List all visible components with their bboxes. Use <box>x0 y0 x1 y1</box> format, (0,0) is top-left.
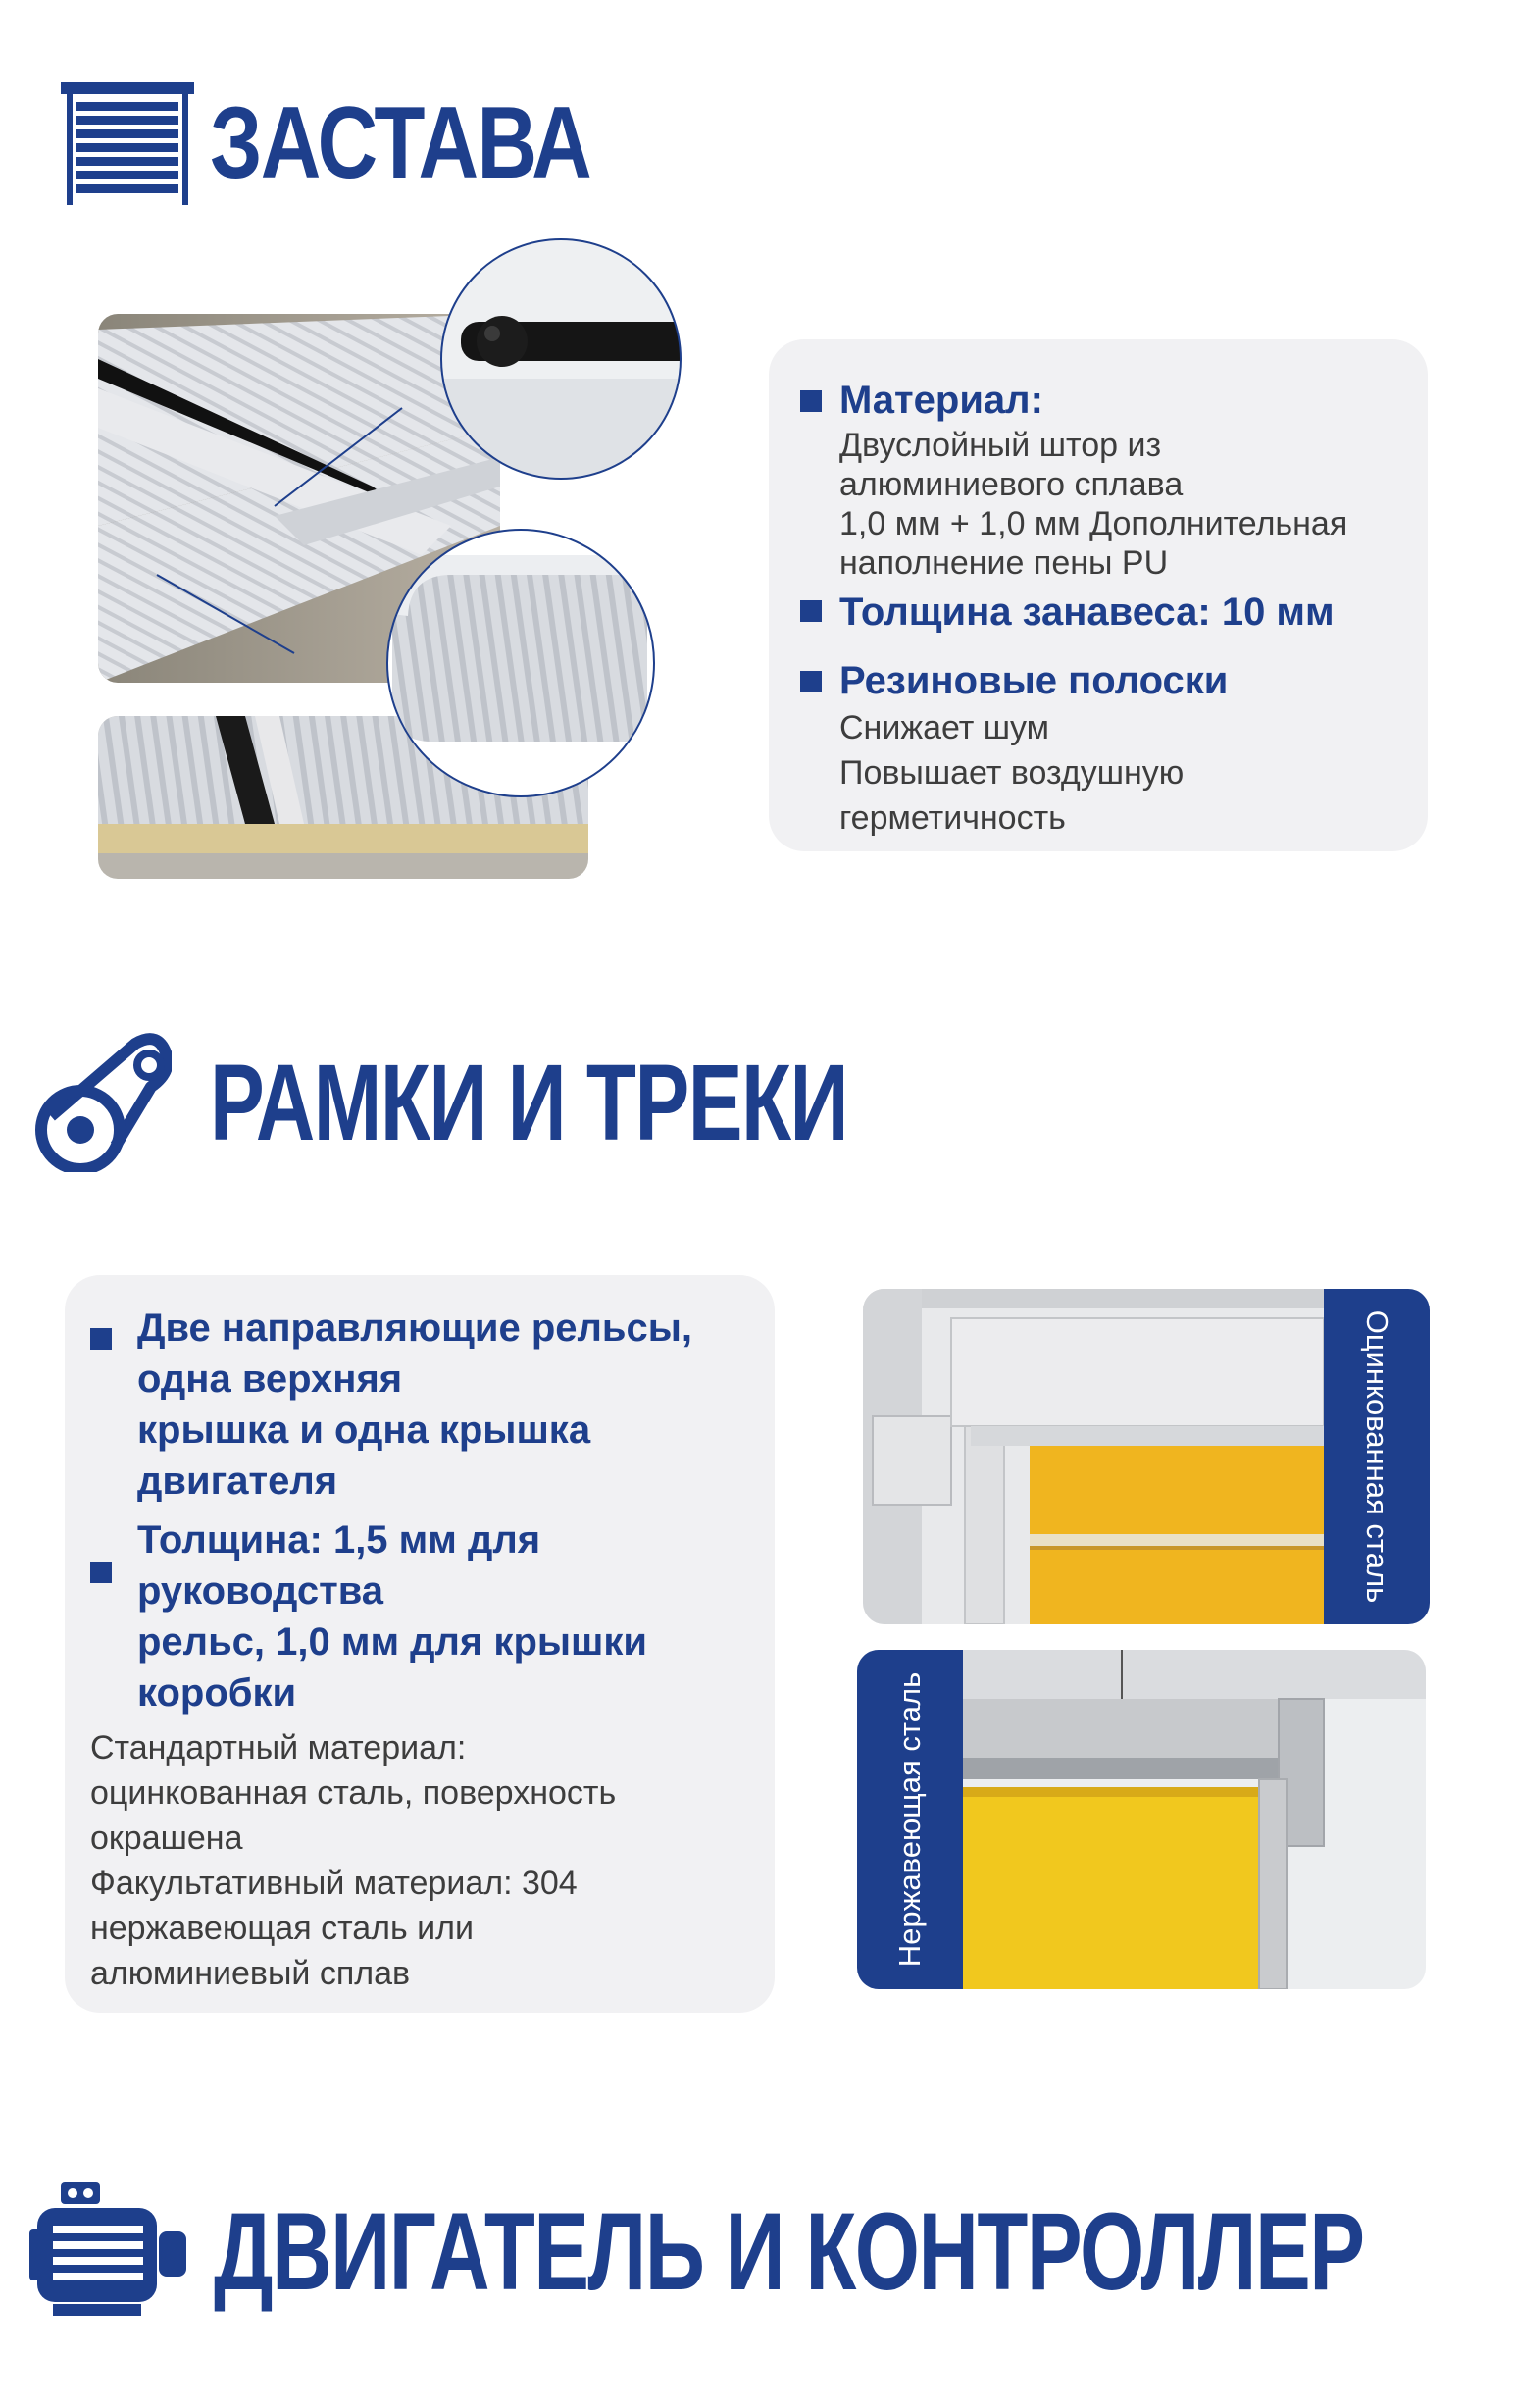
frames-thickness-line-2: руководства <box>137 1569 384 1613</box>
bullet-square <box>90 1562 112 1583</box>
section-title-frames: РАМКИ И ТРЕКИ <box>210 1043 848 1163</box>
spec-material-line-2: алюминиевого сплава <box>839 466 1184 503</box>
bullet-square <box>90 1328 112 1350</box>
belt-pulley-icon <box>29 1030 172 1172</box>
frames-rails-line-1: Две направляющие рельсы, <box>137 1306 693 1350</box>
section-title-shutter: ЗАСТАВА <box>210 86 591 200</box>
frames-rails-line-3: крышка и одна крышка <box>137 1409 591 1452</box>
stainless-label-strip <box>857 1650 963 1989</box>
frames-spec-card <box>65 1275 775 2013</box>
spec-rubber-title: Резиновые полоски <box>839 659 1229 702</box>
galvanized-frame-photo <box>863 1289 1430 1624</box>
spec-material-line-4: наполнение пены PU <box>839 544 1169 582</box>
frames-rails-line-2: одна верхняя <box>137 1358 403 1401</box>
section-title-motor: ДВИГАТЕЛЬ И КОНТРОЛЛЕР <box>214 2190 1364 2313</box>
shutter-spec-card <box>769 339 1428 851</box>
galvanized-label-strip <box>1324 1289 1430 1624</box>
frames-note-line-2: оцинкованная сталь, поверхность <box>90 1774 617 1812</box>
bullet-square <box>800 671 822 692</box>
galvanized-label: Оцинкованная сталь <box>1360 1309 1394 1604</box>
stainless-frame-photo <box>857 1650 1426 1989</box>
shutter-slat-photo <box>98 231 726 879</box>
bullet-square <box>800 600 822 622</box>
spec-material-line-3: 1,0 мм + 1,0 мм Дополнительная <box>839 505 1348 542</box>
roller-shutter-icon <box>61 82 194 205</box>
spec-material-title: Материал: <box>839 379 1043 422</box>
bullet-square <box>800 390 822 412</box>
frames-note-line-5: нержавеющая сталь или <box>90 1910 474 1947</box>
frames-note-line-3: окрашена <box>90 1819 243 1857</box>
spec-thickness-title: Толщина занавеса: 10 мм <box>839 590 1335 634</box>
frames-note-line-4: Факультативный материал: 304 <box>90 1865 578 1902</box>
frames-note-line-6: алюминиевый сплав <box>90 1955 411 1992</box>
spec-material-line-1: Двуслойный штор из <box>839 427 1162 464</box>
frames-thickness-line-4: коробки <box>137 1671 297 1715</box>
spec-rubber-line-1: Снижает шум <box>839 709 1050 746</box>
frames-note-line-1: Стандартный материал: <box>90 1729 467 1767</box>
motor-icon <box>29 2182 186 2316</box>
frames-thickness-line-3: рельс, 1,0 мм для крышки <box>137 1620 647 1664</box>
frames-rails-line-4: двигателя <box>137 1460 338 1503</box>
frames-thickness-line-1: Толщина: 1,5 мм для <box>137 1518 541 1562</box>
stainless-label: Нержавеющая сталь <box>892 1671 927 1968</box>
spec-rubber-line-3: герметичность <box>839 799 1066 837</box>
spec-rubber-line-2: Повышает воздушную <box>839 754 1185 792</box>
